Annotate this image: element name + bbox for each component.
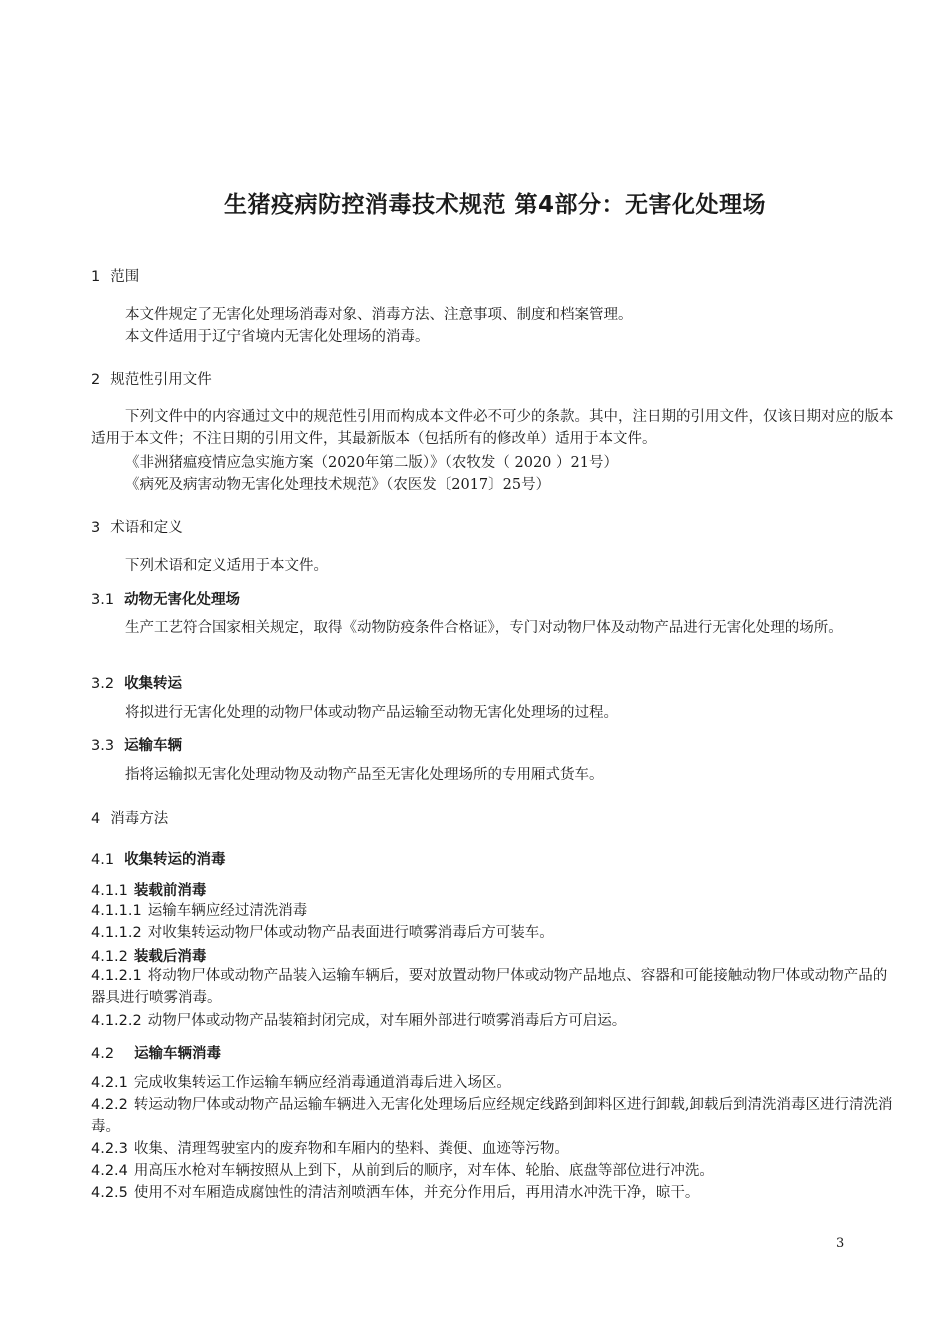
subsection-number: 4.1 (91, 852, 115, 868)
section-title: 范围 (110, 269, 140, 285)
clause (91, 1072, 901, 1094)
section-number: 4 (91, 811, 101, 827)
section-title: 规范性引用文件 (110, 372, 212, 388)
clause-number: 4.1.2 (91, 949, 128, 965)
section-number: 3 (91, 520, 101, 536)
clause-text: 用高压水枪对车辆按照从上到下，从前到后的顺序，对车体、轮胎、底盘等部位进行冲洗。 (133, 1163, 714, 1179)
clause-text: 收集、清理驾驶室内的废弃物和车厢内的垫料、粪便、血迹等污物。 (133, 1141, 569, 1157)
term-heading (91, 734, 182, 755)
reference-item: 《病死及病害动物无害化处理技术规范》（农医发〔2017〕25号） (125, 477, 551, 493)
term-definition: 将拟进行无害化处理的动物尸体或动物产品运输至动物无害化处理场的过程。 (125, 705, 618, 721)
clause (91, 965, 901, 1009)
term-heading (91, 672, 182, 693)
section-title: 术语和定义 (110, 520, 183, 536)
paragraph: 本文件规定了无害化处理场消毒对象、消毒方法、注意事项、制度和档案管理。 (125, 307, 633, 323)
clause-text: 将动物尸体或动物产品装入运输车辆后，要对放置动物尸体或动物产品地点、容器和可能接触动物尸体或动物产品的器具进行喷雾消毒。 (91, 968, 888, 1006)
subsection-heading (91, 1042, 221, 1063)
paragraph: 下列文件中的内容通过文中的规范性引用而构成本文件必不可少的条款。其中，注日期的引用文件，仅该日期对应的版本适用于本文件；不注日期的引用文件，其最新版本（包括所有的修改单）适用于本文件。 (91, 409, 894, 447)
subsection-heading (91, 848, 226, 869)
term-definition: 指将运输拟无害化处理动物及动物产品至无害化处理场所的专用厢式货车。 (125, 767, 604, 783)
term-heading (91, 588, 240, 609)
section-heading-4 (91, 807, 168, 828)
term-definition: 生产工艺符合国家相关规定，取得《动物防疫条件合格证》，专门对动物尸体及动物产品进行无害化处理的场所。 (125, 620, 843, 636)
clause-text: 完成收集转运工作运输车辆应经消毒通道消毒后进入场区。 (133, 1075, 511, 1091)
section-heading-3 (91, 516, 183, 537)
clause-number: 4.1.1.2 (91, 925, 142, 941)
subsection-title: 收集转运的消毒 (124, 852, 226, 868)
clause-text: 运输车辆应经过清洗消毒 (147, 903, 308, 919)
clause-heading (91, 879, 206, 900)
clause (91, 922, 901, 944)
subsection-title: 运输车辆消毒 (134, 1046, 222, 1062)
section-heading-1 (91, 265, 139, 286)
term-title: 运输车辆 (124, 738, 183, 754)
clause-number: 4.2.4 (91, 1163, 128, 1179)
clause (91, 1182, 901, 1204)
page-number: 3 (836, 1236, 845, 1251)
clause-text: 动物尸体或动物产品装箱封闭完成，对车厢外部进行喷雾消毒后方可启运。 (147, 1013, 627, 1029)
clause-number: 4.2.5 (91, 1185, 128, 1201)
clause-heading (91, 945, 206, 966)
clause (91, 900, 901, 922)
clause-title: 装载前消毒 (133, 883, 207, 899)
term-number: 3.1 (91, 592, 115, 608)
clause-number: 4.2.1 (91, 1075, 128, 1091)
clause-number: 4.1.2.2 (91, 1013, 142, 1029)
section-heading-2 (91, 368, 212, 389)
term-number: 3.3 (91, 738, 115, 754)
clause (91, 1094, 901, 1138)
clause-text: 对收集转运动物尸体或动物产品表面进行喷雾消毒后方可装车。 (147, 925, 554, 941)
clause-title: 装载后消毒 (133, 949, 207, 965)
clause (91, 1138, 901, 1160)
term-title: 收集转运 (124, 676, 183, 692)
paragraph: 本文件适用于辽宁省境内无害化处理场的消毒。 (125, 329, 430, 345)
section-number: 2 (91, 372, 101, 388)
term-title: 动物无害化处理场 (124, 592, 241, 608)
document-title: 生猪疫病防控消毒技术规范 第4部分：无害化处理场 (223, 192, 766, 218)
term-number: 3.2 (91, 676, 115, 692)
clause (91, 1160, 901, 1182)
paragraph: 下列术语和定义适用于本文件。 (125, 558, 328, 574)
clause-number: 4.2.3 (91, 1141, 128, 1157)
clause-number: 4.1.1 (91, 883, 128, 899)
reference-item: 《非洲猪瘟疫情应急实施方案（2020年第二版）》（农牧发（ 2020 ）21号） (125, 455, 618, 471)
section-title: 消毒方法 (110, 811, 169, 827)
clause-number: 4.2.2 (91, 1097, 128, 1113)
clause-text: 使用不对车厢造成腐蚀性的清洁剂喷洒车体，并充分作用后，再用清水冲洗干净，晾干。 (133, 1185, 700, 1201)
clause-number: 4.1.1.1 (91, 903, 142, 919)
clause (91, 1010, 901, 1032)
clause-text: 转运动物尸体或动物产品运输车辆进入无害化处理场后应经规定线路到卸料区进行卸载,卸载后到清洗消毒区进行清洗消毒。 (91, 1097, 893, 1135)
clause-number: 4.1.2.1 (91, 968, 142, 984)
section-number: 1 (91, 269, 101, 285)
subsection-number: 4.2 (91, 1046, 115, 1062)
